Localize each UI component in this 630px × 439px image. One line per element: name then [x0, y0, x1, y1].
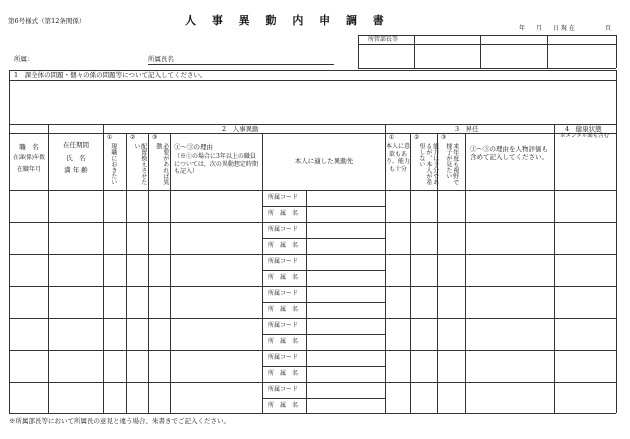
affiliation-label: 所属： — [14, 55, 34, 63]
p1-label: 本人に意欲もあり，能力も十分 — [386, 143, 411, 173]
row-dept-label: 所 属 名 — [268, 274, 299, 281]
section2-heading: 2 人事異動 — [222, 125, 259, 133]
row-code-label: 所属コード — [268, 354, 299, 361]
suitable-destination-header: 本人に適した異動先 — [294, 157, 354, 165]
reason-title: ①〜③の理由 — [174, 143, 213, 151]
c3-number: ③ — [152, 134, 158, 141]
footer-note: ※所属部長等において所属長の意見と違う場合、朱書きでご記入ください。 — [9, 417, 230, 425]
c1-label: 現職におきたい — [109, 143, 117, 185]
form-number: 第6号様式（第12条関係） — [8, 17, 86, 25]
c2-label: 配置換えさせたい — [132, 143, 147, 185]
job-title-header: 職 名 — [19, 143, 39, 151]
section1-label: 1 課全体の問題・個々の係の問題等について記入してください。 — [14, 71, 207, 79]
row-dept-label: 所 属 名 — [268, 402, 299, 409]
row-dept-label: 所 属 名 — [268, 338, 299, 345]
promo-reason-header: ①〜③の理由を人物評価も含めて記入してください。 — [470, 145, 548, 162]
tenure-header: 在任期間 — [63, 141, 89, 149]
row-dept-label: 所 属 名 — [268, 242, 299, 249]
c2-number: ② — [130, 134, 136, 141]
c3-label: 必要があれば異動 — [154, 143, 169, 185]
row-code-label: 所属コード — [268, 194, 299, 201]
row-code-label: 所属コード — [268, 258, 299, 265]
section4-heading: 4 健康状態 — [565, 125, 602, 133]
job-tenure-header: 在職年月 — [16, 166, 41, 173]
p1-number: ① — [389, 134, 395, 141]
age-header: 満 年 齢 — [64, 166, 88, 174]
job-years-header: 在課(係)年数 — [13, 155, 45, 161]
date-year-label: 年 — [519, 25, 526, 32]
p3-label: 来年度も視野で様子が見たい — [444, 143, 459, 185]
affiliation-head-underline — [148, 64, 334, 65]
row-code-label: 所属コード — [268, 386, 299, 393]
p2-number: ② — [414, 134, 420, 141]
p3-number: ③ — [441, 134, 447, 141]
approval-label: 所管部長等 — [368, 36, 399, 43]
health-note: ※メンタル面も含む — [560, 133, 610, 139]
reason-note: （※①の場合に3年以上の職員については，次の異動想定時期も記入） — [174, 153, 258, 175]
name-header: 氏 名 — [66, 154, 86, 162]
row-dept-label: 所 属 名 — [268, 370, 299, 377]
row-code-label: 所属コード — [268, 226, 299, 233]
row-code-label: 所属コード — [268, 290, 299, 297]
row-code-label: 所属コード — [268, 322, 299, 329]
p2-label: 能力は十分であるが，本人が希望しない — [417, 143, 439, 185]
affiliation-head-label: 所属長名 — [148, 55, 174, 63]
page-title: 人 事 異 動 内 申 調 書 — [185, 14, 390, 27]
page-label: 頁 — [605, 25, 612, 32]
c1-number: ① — [107, 134, 113, 141]
date-month-label: 月 — [536, 25, 543, 32]
row-dept-label: 所 属 名 — [268, 306, 299, 313]
section3-heading: 3 昇任 — [455, 125, 479, 133]
date-day-label: 日 現 在 — [553, 25, 575, 32]
row-dept-label: 所 属 名 — [268, 210, 299, 217]
